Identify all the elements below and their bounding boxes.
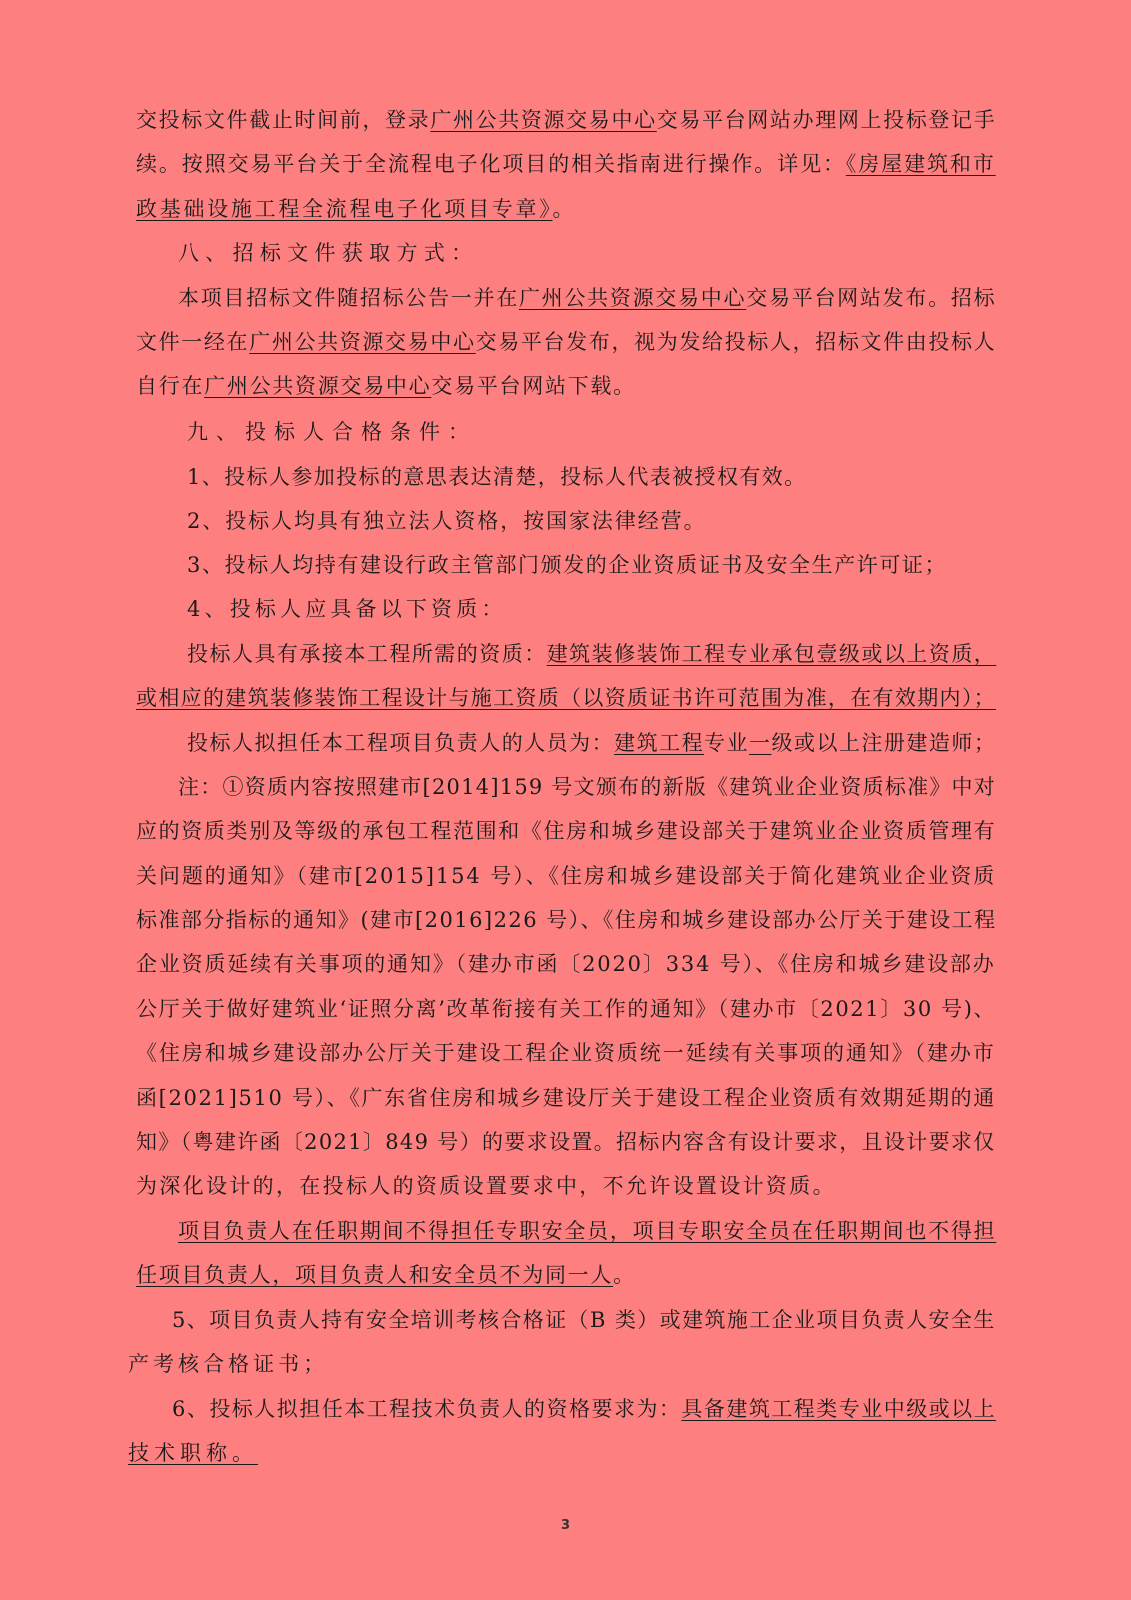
underlined-text: 技术职称。 [128,1441,258,1465]
text-line [187,729,996,759]
text-line [187,507,707,537]
text-segment: 交易平台网站办理网上投标登记手 [656,108,997,132]
text-segment: 函[2021]510 号）、《广东省住房和城乡建设厅关于建设工程企业资质有效期延期的通 [136,1086,996,1110]
underlined-text: 项目负责人在任职期间不得担任专职安全员，项目专职安全员在任职期间也不得担 [178,1219,997,1243]
page-number: 3 [560,1518,571,1533]
text-line [136,1128,996,1158]
text-segment: 知》（粤建许函〔2021〕849 号）的要求设置。招标内容含有设计要求，且设计要求仅 [136,1130,996,1154]
text-segment: 交易平台网站下载。 [431,374,636,398]
text-line [187,418,477,448]
text-segment: 交易平台网站发布。招标 [746,286,997,310]
text-line [136,1261,636,1291]
text-segment: 专业 [704,731,750,755]
text-line [178,1217,996,1247]
text-segment: 应的资质类别及等级的承包工程范围和《住房和城乡建设部关于建筑业企业资质管理有 [136,819,997,843]
underlined-text: 任项目负责人，项目负责人和安全员不为同一人 [136,1263,614,1287]
text-line [136,150,996,180]
text-line [128,1350,328,1380]
text-line [187,640,996,670]
text-segment: 公厅关于做好建筑业‘证照分离’改革衔接有关工作的通知》（建办市〔2021〕30 号)、 [136,997,997,1021]
text-segment: 1、投标人参加投标的意思表达清楚，投标人代表被授权有效。 [187,465,807,489]
text-segment: 4、投标人应具备以下资质： [187,597,507,621]
text-line [172,1395,996,1425]
text-segment: 关问题的通知》（建市[2015]154 号）、《住房和城乡建设部关于简化建筑业企业资质 [136,864,997,888]
text-segment: 交投标文件截止时间前，登录 [136,108,431,132]
text-line [178,239,478,269]
text-segment: 2、投标人均具有独立法人资格，按国家法律经营。 [187,509,707,533]
text-line [136,995,996,1025]
text-line [136,684,996,714]
text-line [136,906,997,936]
underlined-text: 广州公共资源交易中心 [204,374,432,398]
text-line [136,1172,836,1202]
text-line [136,817,996,847]
text-segment: 自行在 [136,374,205,398]
text-segment: 企业资质延续有关事项的通知》（建办市函〔2020〕334 号）、《住房和城乡建设部办 [136,952,996,976]
text-line [136,372,636,402]
text-line [136,195,576,225]
text-line [187,595,507,625]
text-segment: 《住房和城乡建设部办公厅关于建设工程企业资质统一延续有关事项的通知》（建办市 [136,1041,996,1065]
underlined-text: 建筑装修装饰工程专业承包壹级或以上资质， [546,642,997,666]
text-line [136,950,996,980]
text-line [187,463,807,493]
text-segment: 投标人具有承接本工程所需的资质： [187,642,547,666]
text-segment: 。 [613,1263,636,1287]
underlined-text: 广州公共资源交易中心 [430,108,657,132]
text-segment: 投标人拟担任本工程项目负责人的人员为： [187,731,615,755]
underlined-text: 一 [749,731,772,755]
text-line [136,1039,996,1069]
underlined-text: 具备建筑工程类专业中级或以上 [681,1397,997,1421]
text-segment: 为深化设计的，在投标人的资质设置要求中，不允许设置设计资质。 [136,1174,836,1198]
text-line [187,551,947,581]
text-line [136,106,996,136]
underlined-text: 或相应的建筑装修装饰工程设计与施工资质（以资质证书许可范围为准，在有效期内）； [136,686,996,710]
text-segment: 5、项目负责人持有安全培训考核合格证（B 类）或建筑施工企业项目负责人安全生 [172,1308,996,1332]
text-segment: 八、招标文件获取方式： [178,241,479,265]
underlined-text: 建筑工程 [614,731,705,755]
text-segment: 6、投标人拟担任本工程技术负责人的资格要求为： [172,1397,682,1421]
text-segment: 文件一经在 [136,330,250,354]
text-segment: 级或以上注册建造师； [771,731,997,755]
underlined-text: 政基础设施工程全流程电子化项目专章》 [136,197,553,221]
underlined-text: 广州公共资源交易中心 [518,286,747,310]
text-segment: 注：①资质内容按照建市[2014]159 号文颁布的新版《建筑业企业资质标准》中对 [178,775,997,799]
text-line [136,1084,996,1114]
text-segment: 交易平台发布，视为发给投标人，招标文件由投标人 [475,330,997,354]
text-line [178,773,996,803]
underlined-text: 广州公共资源交易中心 [249,330,476,354]
text-segment: 3、投标人均持有建设行政主管部门颁发的企业资质证书及安全生产许可证； [187,553,948,577]
text-segment: 产考核合格证书； [128,1352,329,1376]
text-segment: 九、投标人合格条件： [187,420,477,444]
text-line [172,1306,996,1336]
text-segment: 。 [552,197,577,221]
text-line [178,284,996,314]
text-segment: 续。按照交易平台关于全流程电子化项目的相关指南进行操作。详见： [136,152,846,176]
text-line [128,1439,258,1469]
text-line [136,328,996,358]
underlined-text: 《房屋建筑和市 [845,152,996,176]
text-segment: 标准部分指标的通知》(建市[2016]226 号）、《住房和城乡建设部办公厅关于建设工程 [136,908,997,932]
text-line [136,862,996,892]
text-segment: 本项目招标文件随招标公告一并在 [178,286,519,310]
